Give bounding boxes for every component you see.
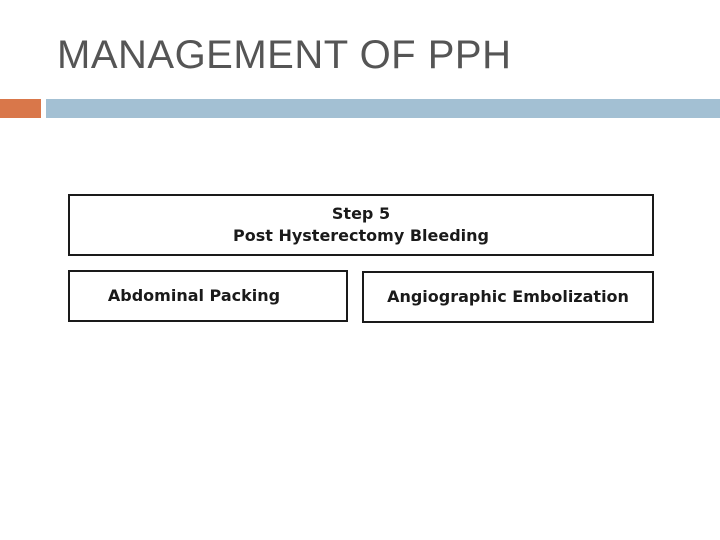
accent-bar-orange <box>0 99 41 118</box>
step-box-step-label: Step 5 <box>331 204 391 223</box>
step-box-title: Post Hysterectomy Bleeding <box>232 226 489 245</box>
step-box <box>68 194 654 256</box>
option-box-abdominal-packing <box>68 270 348 322</box>
option-box-angiographic-embolization <box>362 271 654 323</box>
accent-bar-blue <box>46 99 720 118</box>
option-label: Abdominal Packing <box>107 286 281 305</box>
option-label: Angiographic Embolization <box>387 287 629 306</box>
slide-title: MANAGEMENT OF PPH <box>57 33 512 77</box>
